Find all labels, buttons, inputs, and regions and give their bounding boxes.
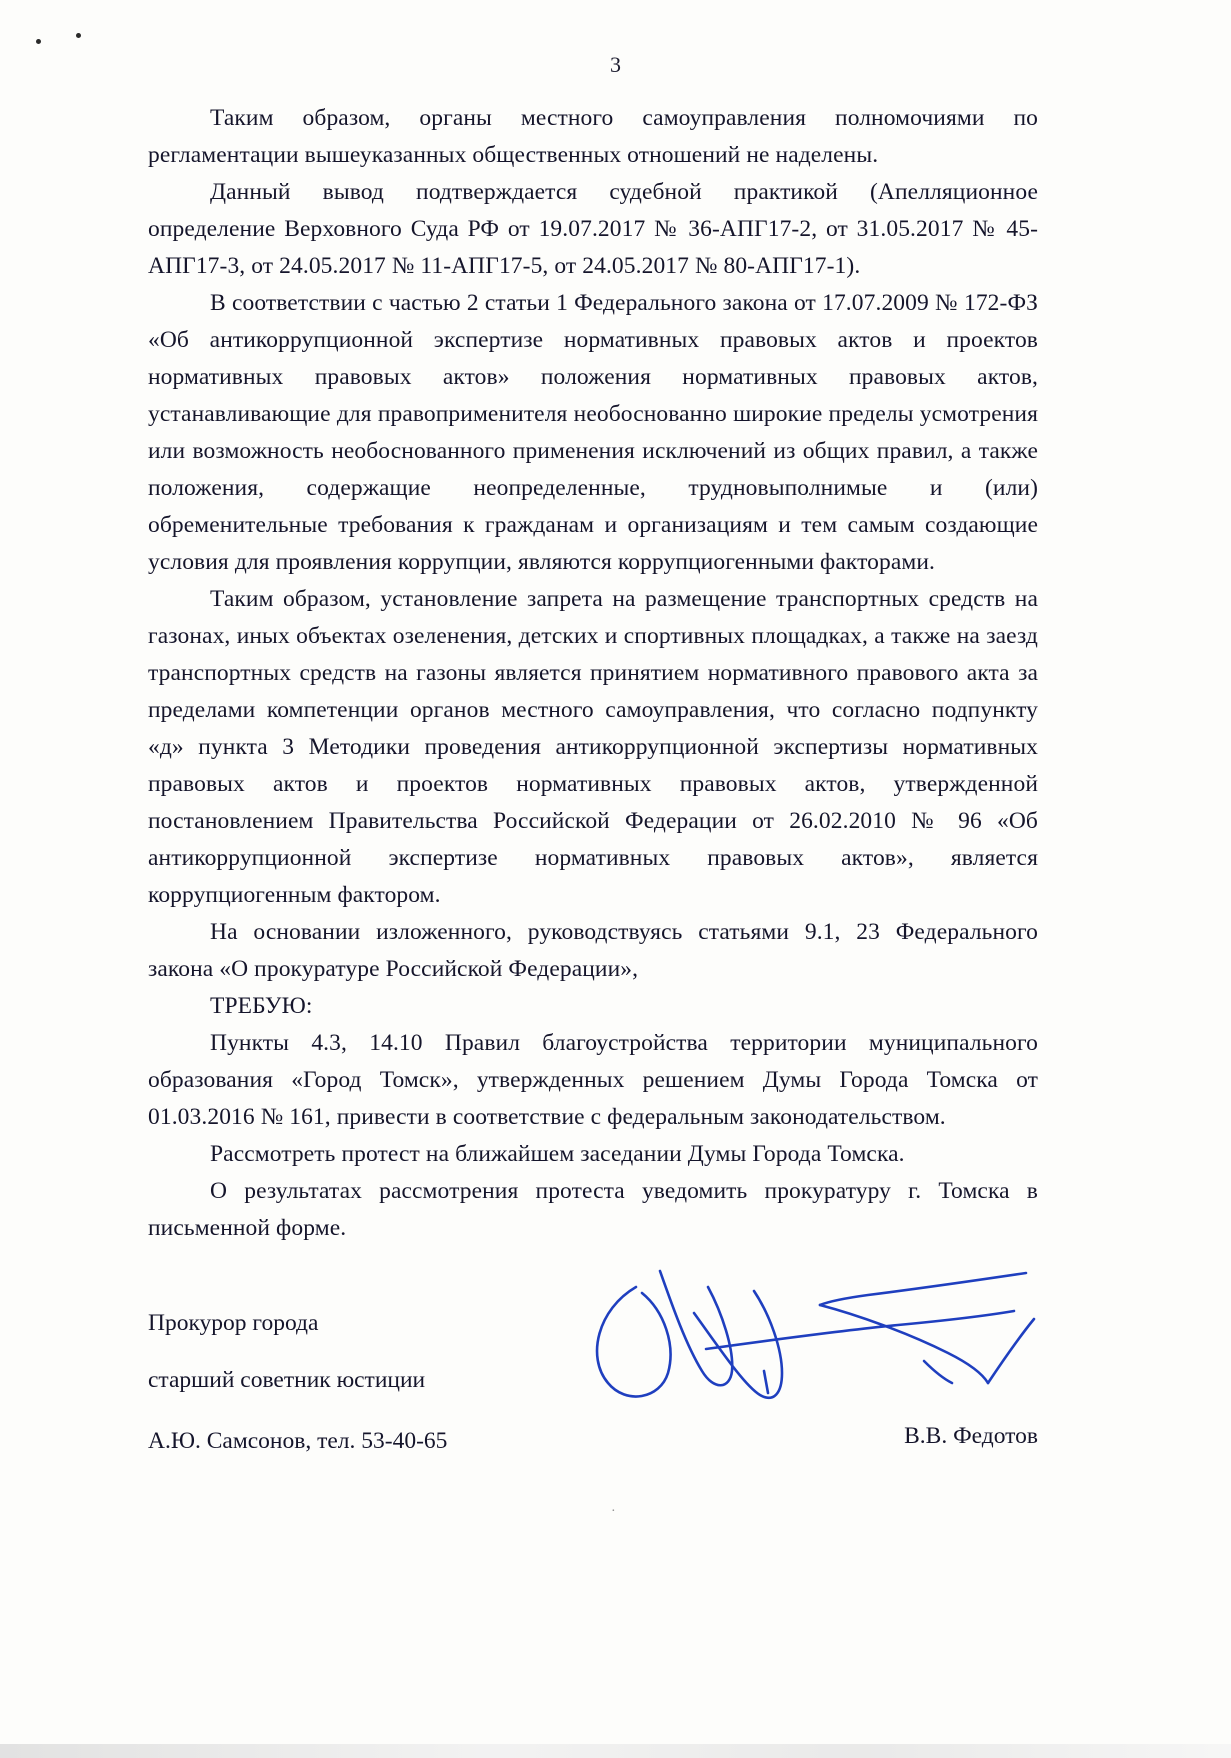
scan-artifact: ·	[611, 1504, 616, 1519]
ink-dot-icon	[36, 39, 41, 44]
paragraph: Данный вывод подтверждается судебной практикой (Апелляционное определение Верховного Суда РФ от 19.07.2017 № 36-АПГ17-2, от 31.05.2017 № 45-АПГ17-3, от 24.05.2017 № 11-АПГ17-5, от 24.05.2017 № 80-АПГ17-1).	[148, 179, 1038, 279]
paragraph: В соответствии с частью 2 статьи 1 Федерального закона от 17.07.2009 № 172-ФЗ «Об антикоррупционной экспертизе нормативных правовых актов и проектов нормативных правовых актов» положения нормативных правовых актов, устанавливающие для правоприменителя необоснованно широкие пределы усмотрения или возможность необоснованного применения исключений из общих правил, а также положения, содержащие неопределенные, трудновыполнимые и (или) обременительные требования к гражданам и организациям и тем самым создающие условия для проявления коррупции, являются коррупциогенными факторами.	[148, 290, 1038, 575]
page-number: 3	[610, 52, 621, 77]
paragraph: На основании изложенного, руководствуясь статьями 9.1, 23 Федерального закона «О прокуратуре Российской Федерации»,	[148, 919, 1038, 982]
document-body	[148, 100, 1038, 1455]
page-corner-marks	[30, 30, 110, 50]
paragraph: Таким образом, установление запрета на размещение транспортных средств на газонах, иных объектах озеленения, детских и спортивных площадках, а также на заезд транспортных средств на газоны является принятием нормативного правового акта за пределами компетенции органов местного самоуправления, что согласно подпункту «д» пункта 3 Методики проведения антикоррупционной экспертизы нормативных правовых актов и проектов нормативных правовых актов, утвержденной постановлением Правительства Российской Федерации от 26.02.2010 № 96 «Об антикоррупционной экспертизе нормативных правовых актов», является коррупциогенным фактором.	[148, 586, 1038, 908]
ink-dot-icon	[76, 33, 81, 38]
signatory-title-line-1: Прокурор города	[148, 1310, 319, 1336]
scan-edge-artifact	[0, 1744, 1231, 1758]
demand-item: О результатах рассмотрения протеста уведомить прокуратуру г. Томска в письменной форме.	[148, 1178, 1038, 1241]
demand-heading: ТРЕБУЮ:	[210, 993, 313, 1019]
footer-contact: А.Ю. Самсонов, тел. 53-40-65	[148, 1428, 448, 1454]
signatory-name: В.В. Федотов	[904, 1423, 1038, 1449]
signatory-title-line-2: старший советник юстиции	[148, 1367, 426, 1393]
demand-item: Пункты 4.3, 14.10 Правил благоустройства территории муниципального образования «Город Томск», утвержденных решением Думы Города Томска от 01.03.2016 № 161, привести в соответствие с федеральным законодательством.	[148, 1030, 1038, 1130]
demand-item: Рассмотреть протест на ближайшем заседании Думы Города Томска.	[210, 1141, 905, 1167]
paragraph: Таким образом, органы местного самоуправления полномочиями по регламентации вышеуказанных общественных отношений не наделены.	[148, 105, 1038, 168]
